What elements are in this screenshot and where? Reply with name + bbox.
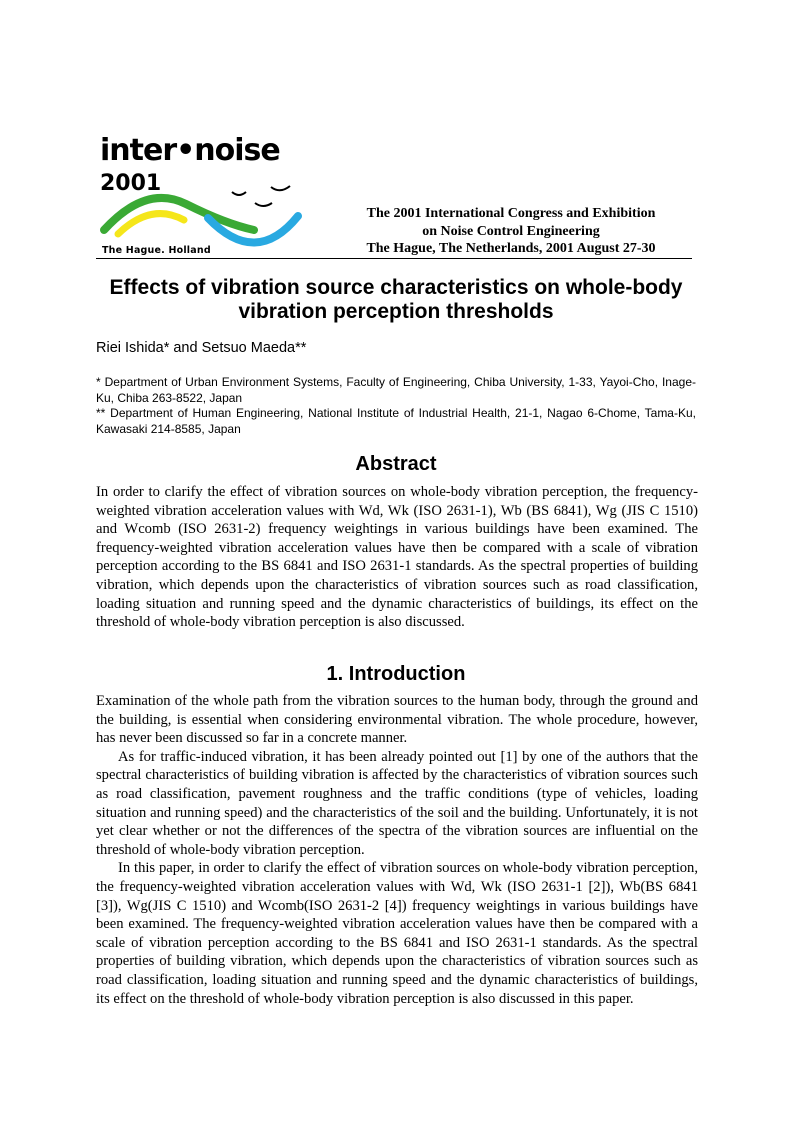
- intro-paragraph-3: In this paper, in order to clarify the effect of vibration sources on whole-body vibration perception, the frequency-weighted vibration acceleration values with Wd, Wk (ISO 2631-1 [2]), Wb(BS 6841 [3]), Wg(JIS C 1510) and Wcomb(ISO 2631-2 [4]) frequency weightings in various buildings have been examined. The frequency-weighted vibration acceleration values have then be compared with a scale of vibration perception according to the BS 6841 and ISO 2631-1 standards. As the spectral properties of building vibration, which depends upon the characteristics of vibration sources such as road classification, loading situation and running speed and the dynamic characteristics of buildings, its effect on the threshold of whole-body vibration perception is also discussed in this paper.: [96, 860, 698, 1007]
- abstract-body: [96, 483, 698, 632]
- smile-mark-2: [271, 186, 290, 190]
- logo-place: The Hague. Holland: [102, 245, 211, 256]
- abstract-text: In order to clarify the effect of vibration sources on whole-body vibration perception, the frequency-weighted vibration acceleration values with Wd, Wk (ISO 2631-1), Wb (BS 6841), Wg (JIS C 1510) and Wcomb (ISO 2631-2) frequency weightings in various buildings have been examined. The frequency-weighted vibration acceleration values have then be compared with a scale of vibration perception according to the BS 6841 and ISO 2631-1 standards. As the spectral properties of building vibration, which depends upon the characteristics of vibration sources such as road classification, loading situation and running speed and the dynamic characteristics of buildings, its effect on the threshold of whole-body vibration perception is also discussed.: [96, 484, 698, 631]
- affiliation-1: * Department of Urban Environment Systems, Faculty of Engineering, Chiba University, 1-33, Yayoi-Cho, Inage-Ku, Chiba 263-8522, Japan: [96, 375, 696, 405]
- paper-authors: Riei Ishida* and Setsuo Maeda**: [96, 340, 307, 356]
- logo-waves-graphic: [96, 172, 326, 252]
- header-rule: [96, 258, 692, 259]
- introduction-heading: 1. Introduction: [326, 663, 466, 685]
- conference-line-2: on Noise Control Engineering: [422, 223, 600, 239]
- abstract-heading: Abstract: [355, 453, 437, 475]
- yellow-wave: [118, 214, 184, 234]
- intro-paragraph-1: Examination of the whole path from the vibration sources to the human body, through the ground and the building, is essential when considering environmental vibration. The whole procedure, however, has never been discussed so far in a concrete manner.: [96, 693, 698, 747]
- conference-info: [330, 205, 692, 258]
- introduction-body: [96, 692, 698, 1008]
- paper-title: Effects of vibration source characteristics on whole-body vibration perception thresholds: [109, 276, 683, 323]
- affiliations: [96, 375, 696, 437]
- logo-year: 2001: [100, 171, 162, 196]
- affiliation-2: ** Department of Human Engineering, National Institute of Industrial Health, 21-1, Nagao 6-Chome, Tama-Ku, Kawasaki 214-8585, Japan: [96, 406, 696, 436]
- smile-mark-3: [255, 203, 272, 206]
- logo-text: inter•noise: [100, 133, 280, 168]
- conference-logo: [96, 132, 326, 260]
- conference-line-3: The Hague, The Netherlands, 2001 August 27-30: [366, 241, 656, 256]
- intro-paragraph-2: As for traffic-induced vibration, it has been already pointed out [1] by one of the authors that the spectral characteristics of building vibration is affected by the characteristics of vibration sources such as road classification, pavement roughness and the traffic conditions (type of vehicles, loading situation and running speed) and the characteristics of the soil and the building. Unfortunately, it is not yet clear whether or not the differences of the spectra of the vibration sources are influential on the threshold of whole-body vibration perception.: [96, 748, 698, 858]
- smile-mark-1: [232, 192, 246, 195]
- conference-line-1: The 2001 International Congress and Exhibition: [366, 206, 656, 221]
